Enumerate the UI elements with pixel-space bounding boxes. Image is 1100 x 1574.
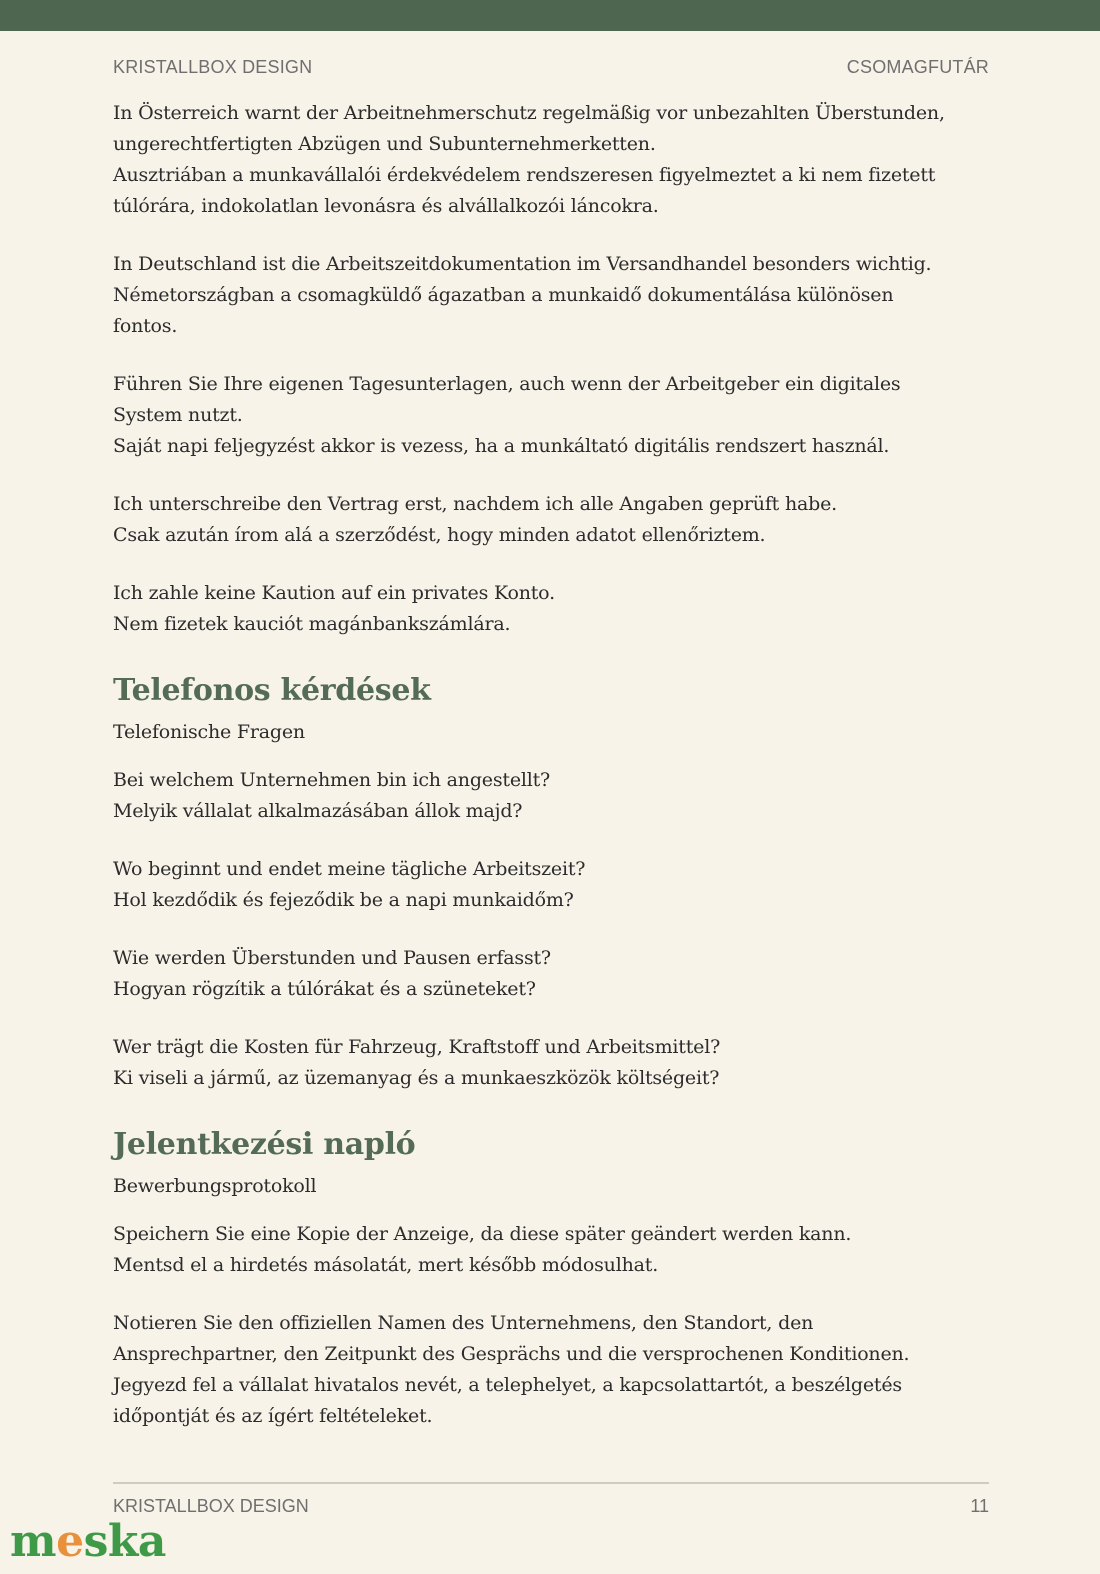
paragraph-austria bbox=[113, 98, 989, 222]
footer-divider bbox=[113, 1482, 989, 1484]
logo-letter-e: e bbox=[56, 1516, 84, 1567]
question-item bbox=[113, 854, 989, 916]
text-line-hu: Saját napi feljegyzést akkor is vezess, ha a munkáltató digitális rendszert használ. bbox=[113, 435, 890, 457]
text-line-de: Wie werden Überstunden und Pausen erfasst? bbox=[113, 947, 551, 969]
text-line-de: Wo beginnt und endet meine tägliche Arbeitszeit? bbox=[113, 858, 586, 880]
paragraph-contract bbox=[113, 489, 989, 551]
section-title-phone: Telefonos kérdések bbox=[113, 673, 431, 708]
question-item bbox=[113, 943, 989, 1005]
text-line-hu: Mentsd el a hirdetés másolatát, mert később módosulhat. bbox=[113, 1254, 659, 1276]
text-line-de: Bei welchem Unternehmen bin ich angestellt? bbox=[113, 769, 551, 791]
log-item bbox=[113, 1308, 989, 1432]
logo-letters-rest: ska bbox=[83, 1516, 166, 1567]
page-content bbox=[113, 98, 989, 1459]
text-line-de: In Österreich warnt der Arbeitnehmerschutz regelmäßig vor unbezahlten Überstunden, bbox=[113, 102, 945, 124]
text-line-hu: időpontját és az ígért feltételeket. bbox=[113, 1405, 433, 1427]
text-line-de: Führen Sie Ihre eigenen Tagesunterlagen, auch wenn der Arbeitgeber ein digitales bbox=[113, 373, 901, 395]
text-line-de: Ansprechpartner, den Zeitpunkt des Gesprächs und die versprochenen Konditionen. bbox=[113, 1343, 910, 1365]
text-line-de: Ich unterschreibe den Vertrag erst, nachdem ich alle Angaben geprüft habe. bbox=[113, 493, 837, 515]
text-line-hu: Nem fizetek kauciót magánbankszámlára. bbox=[113, 613, 511, 635]
header-topic: CSOMAGFUTÁR bbox=[846, 57, 989, 77]
text-line-de: Notieren Sie den offiziellen Namen des Unternehmens, den Standort, den bbox=[113, 1312, 814, 1334]
question-item bbox=[113, 765, 989, 827]
log-item bbox=[113, 1219, 989, 1281]
running-header bbox=[113, 57, 989, 79]
text-line-hu: fontos. bbox=[113, 315, 178, 337]
text-line-de: Ich zahle keine Kaution auf ein privates Konto. bbox=[113, 582, 555, 604]
text-line-hu: Ki viseli a jármű, az üzemanyag és a munkaeszközök költségeit? bbox=[113, 1067, 720, 1089]
text-line-hu: Jegyezd fel a vállalat hivatalos nevét, a telephelyet, a kapcsolattartót, a beszélgetés bbox=[113, 1374, 902, 1396]
header-brand: KRISTALLBOX DESIGN bbox=[113, 57, 313, 77]
text-line-hu: Csak azután írom alá a szerződést, hogy minden adatot ellenőriztem. bbox=[113, 524, 766, 546]
paragraph-deposit bbox=[113, 578, 989, 640]
text-line-hu: Hogyan rögzítik a túlórákat és a szüneteket? bbox=[113, 978, 536, 1000]
question-item bbox=[113, 1032, 989, 1094]
meska-logo bbox=[10, 1514, 166, 1570]
page-number: 11 bbox=[970, 1496, 989, 1516]
section-subtitle-log: Bewerbungsprotokoll bbox=[113, 1175, 317, 1197]
text-line-de: In Deutschland ist die Arbeitszeitdokumentation im Versandhandel besonders wichtig. bbox=[113, 253, 932, 275]
text-line-hu: Németországban a csomagküldő ágazatban a munkaidő dokumentálása különösen bbox=[113, 284, 894, 306]
text-line-de: Wer trägt die Kosten für Fahrzeug, Kraftstoff und Arbeitsmittel? bbox=[113, 1036, 721, 1058]
logo-letter-m: m bbox=[10, 1516, 57, 1567]
section-subtitle-phone: Telefonische Fragen bbox=[113, 721, 305, 743]
running-footer bbox=[113, 1496, 989, 1518]
text-line-de: Speichern Sie eine Kopie der Anzeige, da diese später geändert werden kann. bbox=[113, 1223, 852, 1245]
top-color-bar bbox=[0, 0, 1100, 31]
paragraph-own-records bbox=[113, 369, 989, 462]
text-line-de: System nutzt. bbox=[113, 404, 243, 426]
text-line-hu: túlórára, indokolatlan levonásra és alvállalkozói láncokra. bbox=[113, 195, 659, 217]
text-line-hu: Hol kezdődik és fejeződik be a napi munkaidőm? bbox=[113, 889, 574, 911]
footer-brand: KRISTALLBOX DESIGN bbox=[113, 1496, 309, 1516]
text-line-hu: Melyik vállalat alkalmazásában állok majd? bbox=[113, 800, 523, 822]
text-line-de: ungerechtfertigten Abzügen und Subunternehmerketten. bbox=[113, 133, 656, 155]
text-line-hu: Ausztriában a munkavállalói érdekvédelem rendszeresen figyelmeztet a ki nem fizetett bbox=[113, 164, 936, 186]
section-title-log: Jelentkezési napló bbox=[113, 1127, 416, 1162]
paragraph-germany bbox=[113, 249, 989, 342]
